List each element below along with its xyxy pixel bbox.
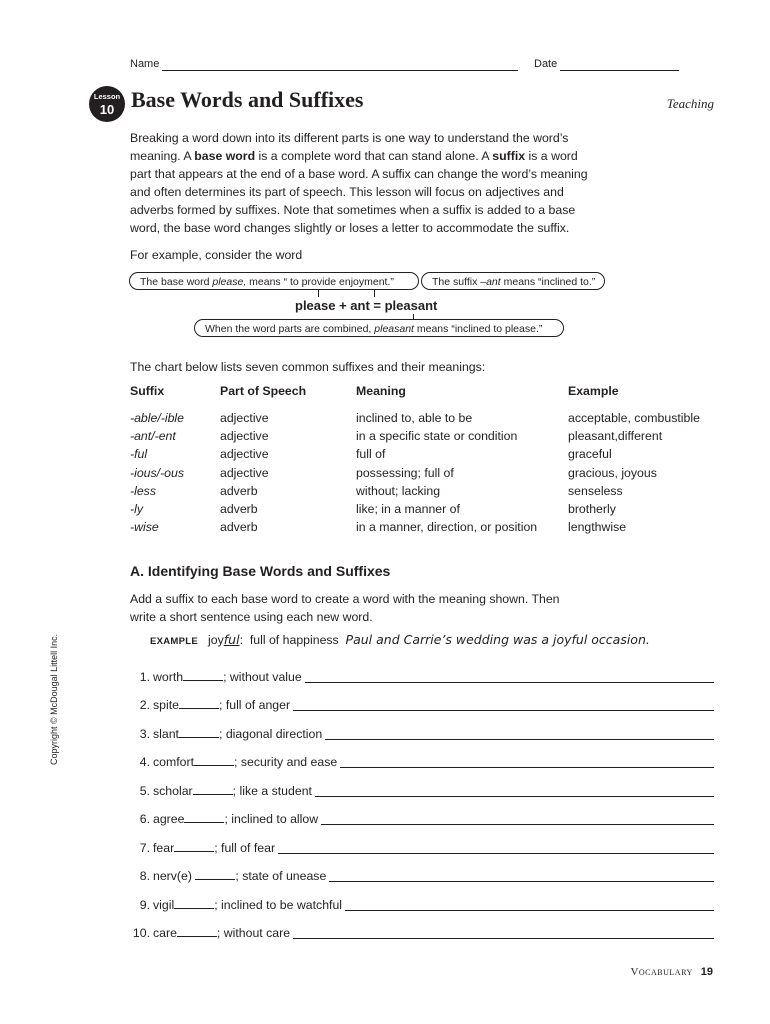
suffix-blank[interactable] <box>177 925 217 937</box>
suffix-blank[interactable] <box>179 726 219 738</box>
table-cell: gracious, joyous <box>568 465 657 480</box>
col-header-meaning: Meaning <box>356 384 406 398</box>
table-cell: -ful <box>130 447 148 462</box>
example-intro: For example, consider the word <box>130 248 303 262</box>
col-header-suffix: Suffix <box>130 384 165 398</box>
sentence-line[interactable] <box>325 728 714 740</box>
suffix-blank[interactable] <box>174 840 214 852</box>
lesson-tag: Teaching <box>666 96 714 111</box>
instructions-line-2: write a short sentence using each new word. <box>130 610 373 624</box>
table-cell: like; in a manner of <box>356 501 460 516</box>
table-cell: in a manner, direction, or position <box>356 520 538 535</box>
page-title: Base Words and Suffixes <box>131 87 364 112</box>
col-example <box>568 409 700 536</box>
col-header-pos: Part of Speech <box>220 384 307 398</box>
suffix-bubble: The suffix –ant means “inclined to.” <box>421 272 605 290</box>
table-cell: graceful <box>568 447 612 462</box>
example-meaning: full of happiness <box>249 633 339 647</box>
instructions-line-1: Add a suffix to each base word to create a word with the meaning shown. Then <box>130 592 560 606</box>
table-cell: inclined to, able to be <box>356 411 473 425</box>
lesson-badge <box>89 86 125 122</box>
exercise-item: 6. agree ; inclined to allow <box>130 811 714 827</box>
col-pos <box>220 409 269 536</box>
footer-label: Vocabulary <box>630 966 693 978</box>
lesson-label: Lesson <box>93 92 121 101</box>
table-cell: adverb <box>220 520 258 535</box>
suffix-blank[interactable] <box>179 697 219 709</box>
example-base: joy <box>208 633 224 647</box>
suffix-blank[interactable] <box>174 897 214 909</box>
suffix-blank[interactable] <box>183 669 223 681</box>
sentence-line[interactable] <box>305 671 714 683</box>
exercise-item: 1. worth ; without value <box>130 669 714 685</box>
section-a-heading: A. Identifying Base Words and Suffixes <box>130 563 391 579</box>
table-cell: pleasant,different <box>568 429 663 444</box>
example-row: EXAMPLE joyful: full of happiness Paul and Carrie’s wedding was a joyful occasion. <box>150 632 650 647</box>
col-header-example: Example <box>568 384 619 398</box>
page-footer <box>630 966 713 978</box>
connector-base <box>318 290 319 297</box>
intro-line-2: meaning. A base word is a complete word that can stand alone. A suffix is a word <box>130 149 578 163</box>
intro-line-4: and often determines its part of speech. This lesson will focus on adjectives and <box>130 185 564 199</box>
sentence-line[interactable] <box>329 870 714 882</box>
table-cell: adjective <box>220 429 269 444</box>
table-cell: adjective <box>220 447 269 462</box>
table-cell: possessing; full of <box>356 465 454 480</box>
table-cell: -wise <box>130 520 159 535</box>
suffix-blank[interactable] <box>193 783 233 795</box>
sentence-line[interactable] <box>340 756 714 768</box>
table-cell: adverb <box>220 483 258 498</box>
date-label: Date <box>534 58 558 70</box>
sentence-line[interactable] <box>293 699 714 711</box>
table-cell: adjective <box>220 465 269 480</box>
exercise-item: 5. scholar ; like a student <box>130 783 714 799</box>
suffix-blank[interactable] <box>184 811 224 823</box>
table-cell: adjective <box>220 411 269 425</box>
section-a-instructions <box>130 590 590 626</box>
term-base-word: base word <box>194 149 256 163</box>
table-cell: adverb <box>220 501 258 516</box>
base-word-bubble: The base word please, means “ to provide enjoyment.” <box>129 272 419 290</box>
chart-intro: The chart below lists seven common suffixes and their meanings: <box>130 360 486 374</box>
example-suffix: ful <box>223 632 240 647</box>
intro-paragraph <box>130 129 590 237</box>
lesson-number: 10 <box>99 102 115 117</box>
exercise-item: 10. care ; without care <box>130 925 714 941</box>
intro-line-1: Breaking a word down into its different parts is one way to understand the word’s <box>130 131 569 145</box>
sentence-line[interactable] <box>315 785 714 797</box>
name-label: Name <box>130 58 160 70</box>
intro-line-5: adverbs formed by suffixes. Note that sometimes when a suffix is added to a base <box>130 203 576 217</box>
table-cell: brotherly <box>568 501 616 516</box>
exercise-item: 3. slant ; diagonal direction <box>130 726 714 742</box>
table-cell: -less <box>130 483 156 498</box>
exercise-item: 2. spite ; full of anger <box>130 697 714 713</box>
intro-line-3: part that appears at the end of a base word. A suffix can change the word’s meaning <box>130 167 588 181</box>
copyright-notice: Copyright © McDougal Littell Inc. <box>49 633 59 765</box>
term-suffix: suffix <box>492 149 526 163</box>
combined-bubble: When the word parts are combined, pleasant means “inclined to please.” <box>194 319 564 337</box>
table-cell: acceptable, combustible <box>568 411 700 425</box>
sentence-line[interactable] <box>278 842 714 854</box>
table-cell: -ly <box>130 501 143 516</box>
formula: please + ant = pleasant <box>295 298 438 313</box>
example-label: EXAMPLE <box>150 636 199 647</box>
page-number: 19 <box>700 966 713 978</box>
exercise-item: 8. nerv(e) ; state of unease <box>130 868 714 884</box>
date-field[interactable] <box>560 70 679 71</box>
table-cell: -ant/-ent <box>130 429 176 444</box>
col-suffix <box>130 409 184 536</box>
exercise-item: 7. fear ; full of fear <box>130 840 714 856</box>
exercise-item: 9. vigil ; inclined to be watchful <box>130 897 714 913</box>
sentence-line[interactable] <box>321 813 714 825</box>
col-meaning <box>356 409 537 536</box>
table-cell: -able/-ible <box>130 411 184 425</box>
connector-suffix <box>374 290 375 297</box>
table-cell: -ious/-ous <box>130 465 184 480</box>
example-sentence: Paul and Carrie’s wedding was a joyful occasion. <box>345 632 650 647</box>
table-cell: without; lacking <box>356 483 441 498</box>
table-cell: lengthwise <box>568 520 627 535</box>
suffix-blank[interactable] <box>194 754 234 766</box>
table-cell: full of <box>356 447 386 462</box>
table-cell: senseless <box>568 483 623 498</box>
sentence-line[interactable] <box>345 899 714 911</box>
name-field[interactable] <box>162 70 518 71</box>
intro-line-6: word, the base word changes slightly or loses a letter to accommodate the suffix. <box>130 221 570 235</box>
exercise-item: 4. comfort ; security and ease <box>130 754 714 770</box>
table-cell: in a specific state or condition <box>356 429 518 444</box>
suffix-blank[interactable] <box>195 868 235 880</box>
sentence-line[interactable] <box>293 927 714 939</box>
